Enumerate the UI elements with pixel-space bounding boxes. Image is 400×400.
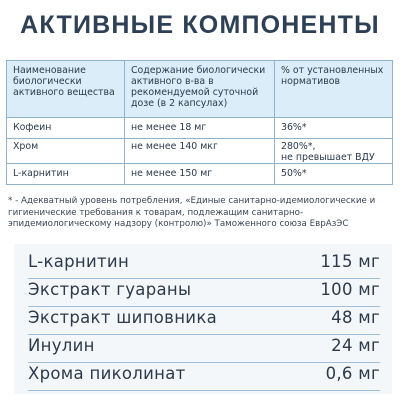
- ingredient-row: [28, 248, 380, 279]
- substance-name: Хром: [7, 139, 125, 164]
- ingredient-row: [28, 332, 380, 363]
- footnote: * - Адекватный уровень потребления, «Единые санитарно-идемиологические и гигиенические требования к товарам, подлежащим санитарно-эпидемиологическому надзору (контролю)» Таможенного союза ЕврАзЭС: [8, 196, 376, 229]
- ingredient-row: [28, 304, 380, 335]
- ingredient-row: [28, 276, 380, 307]
- ingredient-name: Экстракт шиповника: [28, 307, 221, 329]
- header-substance: Наименование биологически активного вещества: [7, 61, 125, 118]
- table-row: [7, 118, 393, 139]
- ingredient-name: Экстракт гуараны: [28, 279, 195, 301]
- substance-percent: 280%*,: [281, 141, 316, 152]
- substance-name: Кофеин: [7, 118, 125, 139]
- active-components-table: [6, 60, 393, 185]
- ingredient-name: L-карнитин: [28, 251, 133, 273]
- substance-name: L-карнитин: [7, 164, 125, 185]
- page-title: АКТИВНЫЕ КОМПОНЕНТЫ: [20, 11, 380, 39]
- substance-amount: не менее 18 мг: [125, 118, 275, 139]
- ingredient-dose: 0,6 мг: [322, 363, 380, 385]
- table-row: [7, 139, 393, 164]
- ingredients-panel: [14, 244, 392, 394]
- table-header-row: [7, 61, 393, 118]
- ingredient-dose: 115 мг: [316, 251, 380, 273]
- substance-amount: не менее 140 мкг: [125, 139, 275, 164]
- header-content: Содержание биологически активного в-ва в рекомендуемой суточной дозе (в 2 капсулах): [125, 61, 275, 118]
- header-percent: % от установленных нормативов: [275, 61, 393, 118]
- table-row: [7, 164, 393, 185]
- ingredient-row: [28, 360, 380, 391]
- substance-percent-cell: [275, 139, 393, 164]
- substance-amount: не менее 150 мг: [125, 164, 275, 185]
- substance-percent: 50%*: [275, 164, 393, 185]
- ingredient-dose: 48 мг: [327, 307, 380, 329]
- ingredient-name: Инулин: [28, 335, 99, 357]
- ingredient-dose: 24 мг: [327, 335, 380, 357]
- substance-note: не превышает ВДУ: [281, 152, 375, 163]
- ingredient-dose: 100 мг: [316, 279, 380, 301]
- ingredient-name: Хрома пиколинат: [28, 363, 190, 385]
- substance-percent: 36%*: [275, 118, 393, 139]
